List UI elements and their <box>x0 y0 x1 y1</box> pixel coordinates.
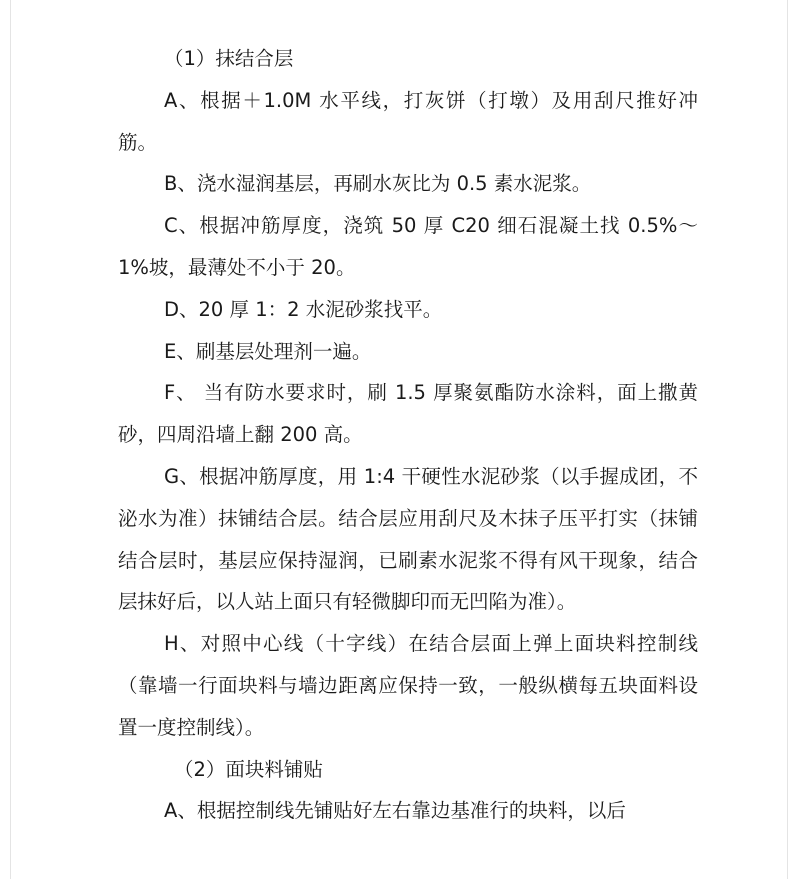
paragraph-item-d: D、20 厚 1：2 水泥砂浆找平。 <box>164 297 443 321</box>
paragraph-item-f: F、 当有防水要求时，刷 1.5 厚聚氨酯防水涂料，面上撒黄砂，四周沿墙上翻 200 高。 <box>118 381 698 447</box>
paragraph-item-g: G、根据冲筋厚度，用 1:4 干硬性水泥砂浆（以手握成团，不泌水为准）抹铺结合层。结合层应用刮尺及木抹子压平打实（抹铺结合层时，基层应保持湿润，已刷素水泥浆不得有风干现象，结合层抹好后，以人站上面只有轻微脚印而无凹陷为准）。 <box>118 464 698 614</box>
paragraph-item-c: C、根据冲筋厚度，浇筑 50 厚 C20 细石混凝土找 0.5%～1%坡，最薄处不小于 20。 <box>118 214 698 279</box>
section-heading-2: （2）面块料铺贴 <box>174 757 323 781</box>
paragraph-item-a: A、根据＋1.0M 水平线，打灰饼（打墩）及用刮尺推好冲筋。 <box>118 88 698 154</box>
page-left-edge <box>10 0 11 879</box>
paragraph-item-b: B、浇水湿润基层，再刷水灰比为 0.5 素水泥浆。 <box>164 172 592 196</box>
paragraph-item-a2: A、根据控制线先铺贴好左右靠边基准行的块料，以后 <box>164 799 626 823</box>
document-body <box>118 38 698 832</box>
section-heading-1: （1）抹结合层 <box>164 47 294 70</box>
page-right-edge <box>787 0 788 879</box>
paragraph-item-e: E、刷基层处理剂一遍。 <box>164 339 372 363</box>
paragraph-item-h: H、对照中心线（十字线）在结合层面上弹上面块料控制线（靠墙一行面块料与墙边距离应保持一致，一般纵横每五块面料设置一度控制线）。 <box>118 632 698 739</box>
